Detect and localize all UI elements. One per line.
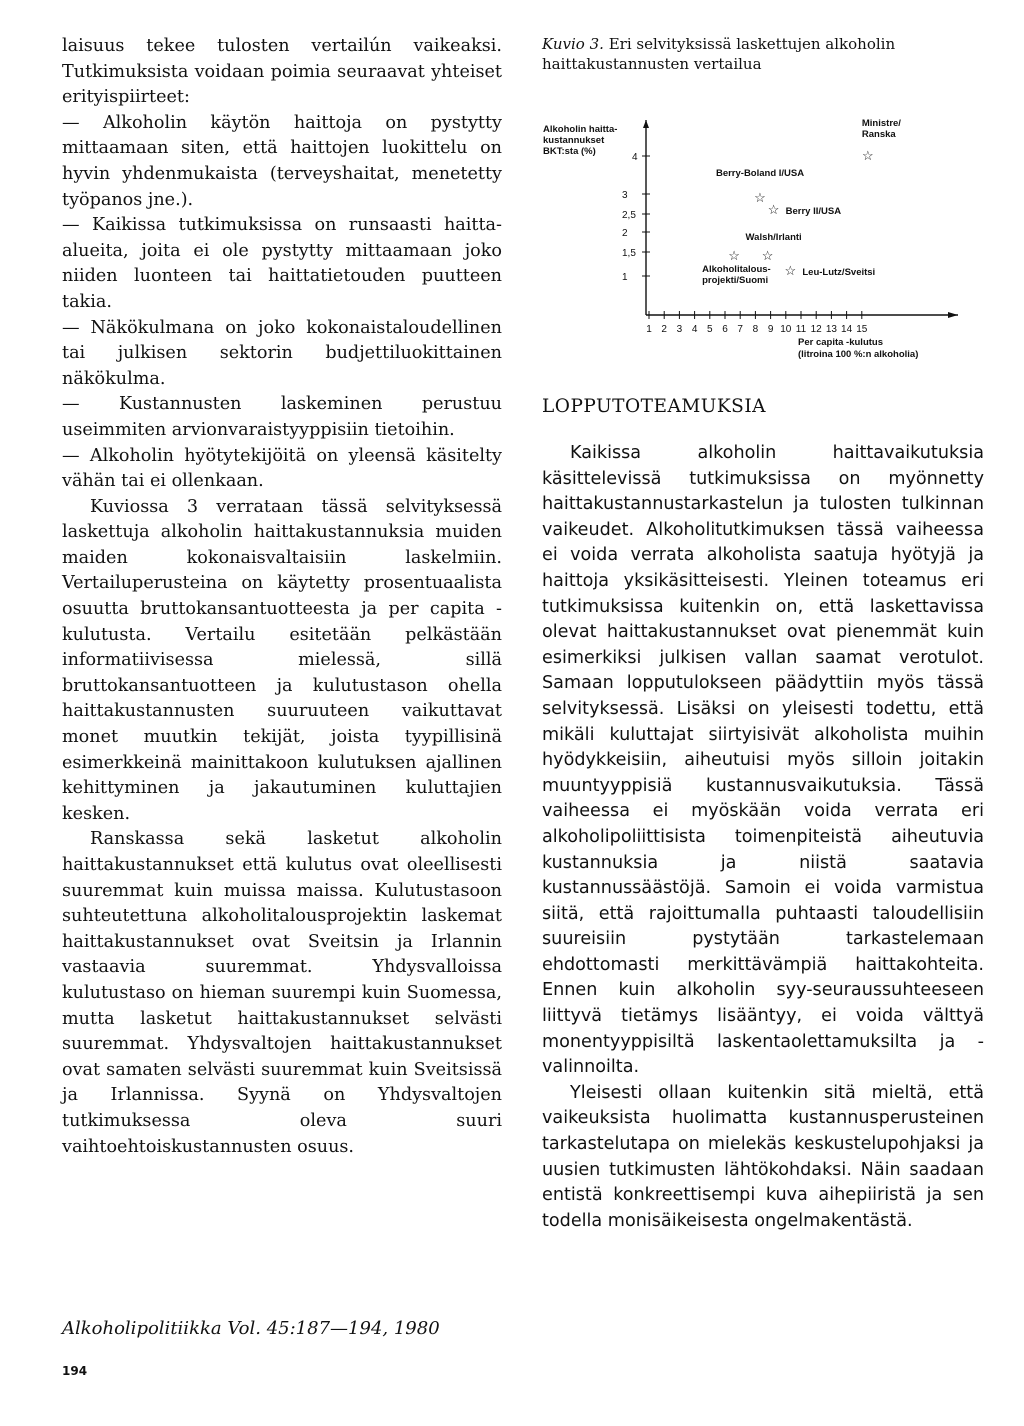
x-tick-label: 4 — [691, 324, 698, 335]
data-label: Berry II/USA — [785, 206, 842, 217]
paragraph: laisuus tekee tulosten vertailún vaikeaksi. Tutkimuksista voidaan poimia seuraavat yhteiset erityispiirteet: — [62, 36, 502, 108]
data-label: Ministre/ — [861, 118, 901, 129]
conclusions-section — [542, 396, 984, 1234]
data-point: ☆ — [761, 247, 774, 263]
data-label: Leu-Lutz/Sveitsi — [802, 267, 876, 279]
y-tick-label: 4 — [632, 152, 638, 163]
y-axis-title: kustannukset — [543, 135, 605, 146]
y-axis-arrow — [643, 120, 649, 128]
x-axis-title: (litroina 100 %:n alkoholia) — [798, 349, 919, 360]
y-tick-label: 2,5 — [622, 210, 636, 221]
data-label: Berry-Boland I/USA — [715, 168, 805, 179]
y-tick-label: 1,5 — [622, 248, 636, 259]
section-heading: LOPPUTOTEAMUKSIA — [542, 396, 767, 417]
x-tick-label: 6 — [722, 324, 728, 335]
x-axis-title: Per capita -kulutus — [798, 337, 883, 348]
left-column — [62, 34, 502, 1160]
y-tick-label: 3 — [622, 190, 628, 201]
x-tick-label: 11 — [795, 324, 807, 335]
right-column — [542, 34, 984, 74]
data-point: ☆ — [754, 190, 766, 205]
figure-label: Kuvio 3. — [542, 35, 604, 53]
x-tick-label: 5 — [707, 324, 713, 335]
journal-reference: Alkoholipolitiikka Vol. 45:187—194, 1980 — [62, 1318, 440, 1339]
data-label: projekti/Suomi — [702, 274, 769, 286]
data-label: Alkoholitalous- — [702, 263, 771, 275]
list-item: — Kustannusten laskeminen perustuu useimmiten arvionvaraistyyppisiin tietoihin. — [62, 394, 502, 440]
data-point: ☆ — [728, 247, 740, 263]
x-tick-label: 9 — [767, 324, 774, 335]
data-point: ☆ — [767, 202, 780, 217]
paragraph: Yleisesti ollaan kuitenkin sitä mieltä, että vaikeuksista huolimatta kustannusperusteinen tarkastelutapa on mielekäs keskustelupohjaksi ja uusien tutkimusten lähtökohdaksi. Näin saadaan entistä konkreettisempi kuva aihepiiristä ja sen todella monisäikeisesta ongelmakentästä. — [542, 1082, 984, 1231]
paragraph: Kaikissa alkoholin haittavaikutuksia käsittelevissä tutkimuksissa on myönnetty haittakustannustarkastelun ja tulosten tulkinnan vaikeudet. Alkoholitutkimuksen tässä vaiheessa ei voida verrata alkoholista saatuja hyötyjä ja haittoja yksikäsitteisesti. Yleinen toteamus eri tutkimuksissa kuitenkin on, että laskettavissa olevat haittakustannukset ovat pienemmät kuin esimerkiksi julkisen vallan saamat verotulot. Samaan lopputulokseen päädyttiin myös tässä selvityksessä. Lisäksi on yleisesti todettu, että mikäli kuluttajat siirtyisivät alkoholista muihin hyödykkeisiin, aiheutuisi myös silloin joitakin muuntyyppisiä kustannusvaikutuksia. Tässä vaiheessa ei myöskään voida verrata eri alkoholipoliittisista toimenpiteistä aiheutuvia kustannuksia ja niistä saatavia kustannussäästöjä. Samoin ei voida varmistua siitä, että rajoittumalla puhtaasti taloudellisiin suureisiin pystytään tarkastelemaan ehdottomasti merkittävämpiä haittakohteita. Ennen kuin alkoholin syy-seuraussuhteeseen liittyvä tietämys lisääntyy, ei voida välttyä monentyyppisiltä laskentaolettamuksilta ja -valinnoilta. — [542, 443, 984, 1078]
x-tick-label: 8 — [752, 324, 759, 335]
page-number: 194 — [62, 1364, 88, 1378]
figure-caption — [542, 34, 984, 74]
paragraph: Kuviossa 3 verrataan tässä selvityksessä laskettuja alkoholin haittakustannuksia muiden maiden kokonaisvaltaisiin laskelmiin. Vertailuperusteina on käytetty prosentuaalista osuutta bruttokansantuotteesta ja per capita -kulutusta. Vertailu esitetään pelkästään informatiivisessa mielessä, sillä bruttokansantuotteen ja kulutustason ohella haittakustannusten suuruuteen vaikuttavat monet muutkin tekijät, joista tyypillisinä esimerkkeinä mainittakoon kulutuksen ajallinen kehittyminen ja jakautuminen kuluttajien kesken. — [62, 496, 502, 824]
list-item: — Kaikissa tutkimuksissa on runsaasti haitta-alueita, joita ei ole pystytty mittaamaan joko niiden luonteen tai haittatietouden puutteen takia. — [62, 215, 502, 312]
x-tick-label: 1 — [646, 324, 652, 335]
x-tick-label: 7 — [737, 324, 743, 335]
data-label: Walsh/Irlanti — [745, 231, 802, 243]
list-item: — Alkoholin käytön haittoja on pystytty mittaamaan siten, että haittojen luokittelu on hyvin yhdenmukaista (terveyshaitat, menetetty työpanos jne.). — [62, 112, 502, 210]
x-tick-label: 14 — [841, 324, 853, 335]
x-tick-label: 13 — [825, 324, 837, 335]
x-axis-arrow — [948, 312, 958, 318]
y-tick-label: 1 — [622, 272, 628, 283]
paragraph: Ranskassa sekä lasketut alkoholin haittakustannukset että kulutus ovat oleellisesti suuremmat kuin muissa maissa. Kulutustasoon suhteutettuna alkoholitalousprojektin laskemat haittakustannukset ovat Sveitsin ja Irlannin vastaavia suuremmat. Yhdysvalloissa kulutustaso on hieman suurempi kuin Suomessa, mutta lasketut haittakustannukset selvästi suuremmat. Yhdysvaltojen haittakustannukset ovat samaten selvästi suuremmat kuin Sveitsissä ja Irlannissa. Syynä on Yhdysvaltojen tutkimuksessa oleva suuri vaihtoehtoiskustannusten osuus. — [62, 829, 502, 1157]
data-label: Ranska — [861, 129, 896, 140]
list-item: — Alkoholin hyötytekijöitä on yleensä käsitelty vähän tai ei ollenkaan. — [62, 445, 502, 492]
x-tick-label: 12 — [810, 324, 822, 335]
y-axis-title: Alkoholin haitta- — [543, 124, 618, 135]
x-tick-label: 10 — [780, 324, 792, 335]
x-tick-label: 15 — [856, 324, 868, 335]
y-axis-title: BKT:sta (%) — [543, 146, 596, 157]
x-tick-label: 3 — [676, 324, 683, 335]
list-item: — Näkökulmana on joko kokonaistaloudellinen tai julkisen sektorin budjettiluokittainen näkökulma. — [62, 317, 502, 389]
y-tick-label: 2 — [622, 228, 628, 239]
x-tick-label: 2 — [661, 324, 667, 335]
data-point: ☆ — [784, 263, 797, 279]
data-point: ☆ — [862, 148, 874, 163]
figure-caption-text: Eri selvityksissä laskettujen alkoholin haittakustannusten vertailua — [542, 35, 896, 73]
scatter-chart — [538, 108, 984, 370]
